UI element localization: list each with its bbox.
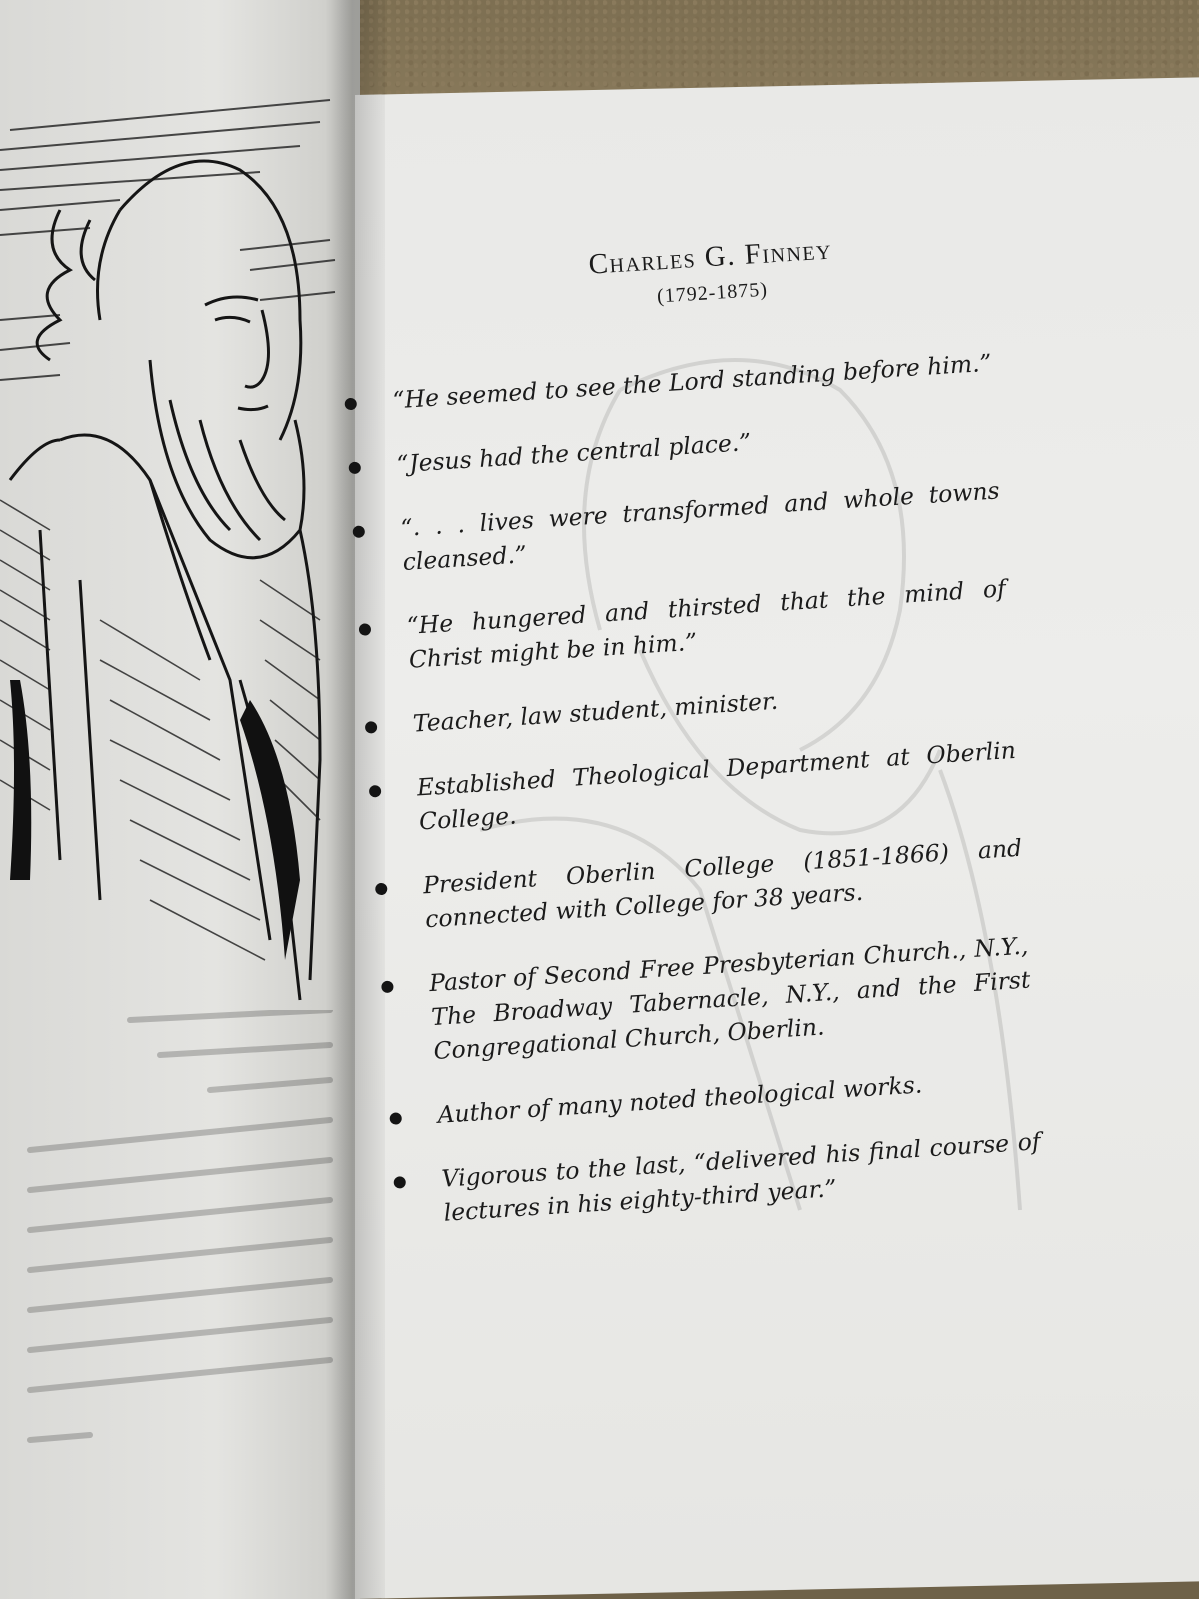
bullet-icon <box>369 785 382 798</box>
bullet-icon <box>352 525 365 538</box>
page-content <box>330 220 1111 1263</box>
list-item <box>342 410 997 485</box>
list-item <box>368 831 1025 940</box>
bullet-icon <box>375 883 388 896</box>
list-item-text: Pastor of Second Free Presbyterian Church., N.Y., The Broadway Tabernacle, N.Y., and the First Congregational Church, Oberlin. <box>428 931 1032 1066</box>
list-item <box>346 473 1003 582</box>
bullet-icon <box>393 1176 406 1189</box>
list-item <box>387 1124 1044 1233</box>
page-title: Charles G. Finney <box>587 233 833 281</box>
list-item-text: “He hungered and thirsted that the mind of Christ might be in him.” <box>405 574 1007 674</box>
list-item-text: Author of many noted theological works. <box>436 1070 923 1129</box>
lifespan-dates: (1792-1875) <box>656 278 769 308</box>
list-item <box>383 1060 1038 1135</box>
bullet-icon <box>359 623 372 636</box>
bullet-icon <box>344 398 357 411</box>
list-item-text: Established Theological Department at Oberlin College. <box>416 735 1017 836</box>
bullet-icon <box>381 980 394 993</box>
left-page <box>0 0 360 1599</box>
list-item-text: Vigorous to the last, “delivered his final course of lectures in his eighty-third year.” <box>440 1127 1042 1227</box>
bullet-icon <box>389 1112 402 1125</box>
list-item <box>352 571 1009 680</box>
list-item-text: “. . . lives were transformed and whole towns cleansed.” <box>399 476 1001 576</box>
fact-list <box>338 342 1110 1234</box>
list-item <box>362 733 1019 842</box>
bullet-icon <box>365 721 378 734</box>
list-item-text: Teacher, law student, minister. <box>412 686 779 738</box>
bleed-through-text <box>10 1010 340 1470</box>
list-item <box>358 669 1013 744</box>
list-item-text: President Oberlin College (1851-1866) and connected with College for 38 years. <box>422 833 1023 934</box>
list-item <box>374 929 1033 1072</box>
list-item-text: “He seemed to see the Lord standing before him.” <box>391 348 993 415</box>
list-item <box>338 346 993 421</box>
portrait-illustration <box>0 60 345 1020</box>
bullet-icon <box>348 461 361 474</box>
list-item-text: “Jesus had the central place.” <box>395 427 753 479</box>
